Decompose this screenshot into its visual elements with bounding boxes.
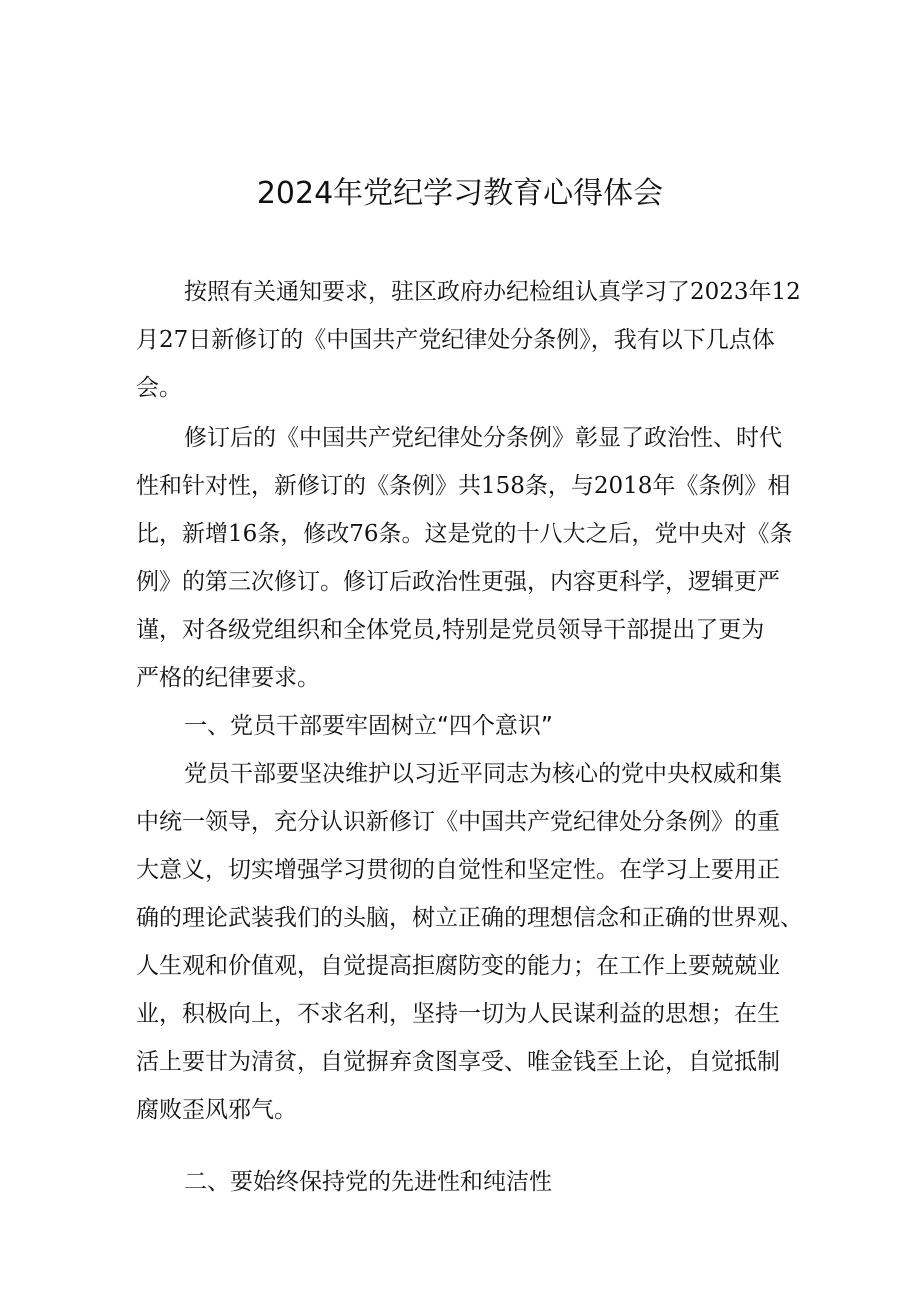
paragraph-line: 会。 (136, 375, 182, 401)
paragraph-line: 确的理论武装我们的头脑，树立正确的理想信念和正确的世界观、 (136, 905, 803, 931)
paragraph-line: 月27日新修订的《中国共产党纪律处分条例》，我有以下几点体 (136, 327, 775, 353)
paragraph-line: 按照有关通知要求，驻区政府办纪检组认真学习了2023年12 (184, 279, 801, 305)
paragraph-line: 严格的纪律要求。 (136, 665, 320, 691)
paragraph-line: 修订后的《中国共产党纪律处分条例》彰显了政治性、时代 (184, 425, 782, 451)
document-title: 2024年党纪学习教育心得体会 (256, 176, 664, 211)
paragraph-line: 活上要甘为清贫，自觉摒弃贪图享受、唯金钱至上论，自觉抵制 (136, 1049, 780, 1075)
paragraph-line: 业，积极向上，不求名利，坚持一切为人民谋利益的思想；在生 (136, 1001, 780, 1027)
paragraph-line: 党员干部要坚决维护以习近平同志为核心的党中央权威和集 (184, 761, 782, 787)
paragraph-line: 比，新增16条，修改76条。这是党的十八大之后，党中央对《条 (136, 521, 793, 547)
paragraph-line: 腐败歪风邪气。 (136, 1097, 297, 1123)
paragraph-line: 谨，对各级党组织和全体党员,特别是党员领导干部提出了更为 (136, 617, 765, 643)
paragraph-line: 例》的第三次修订。修订后政治性更强，内容更科学，逻辑更严 (136, 569, 780, 595)
section-heading: 二、要始终保持党的先进性和纯洁性 (184, 1169, 552, 1195)
paragraph-line: 中统一领导，充分认识新修订《中国共产党纪律处分条例》的重 (136, 809, 780, 835)
paragraph-line: 性和针对性，新修订的《条例》共158条，与2018年《条例》相 (136, 473, 791, 499)
section-heading: 一、党员干部要牢固树立“四个意识” (184, 713, 553, 739)
paragraph-line: 大意义，切实增强学习贯彻的自觉性和坚定性。在学习上要用正 (136, 857, 780, 883)
paragraph-line: 人生观和价值观，自觉提高拒腐防变的能力；在工作上要兢兢业 (136, 953, 780, 979)
